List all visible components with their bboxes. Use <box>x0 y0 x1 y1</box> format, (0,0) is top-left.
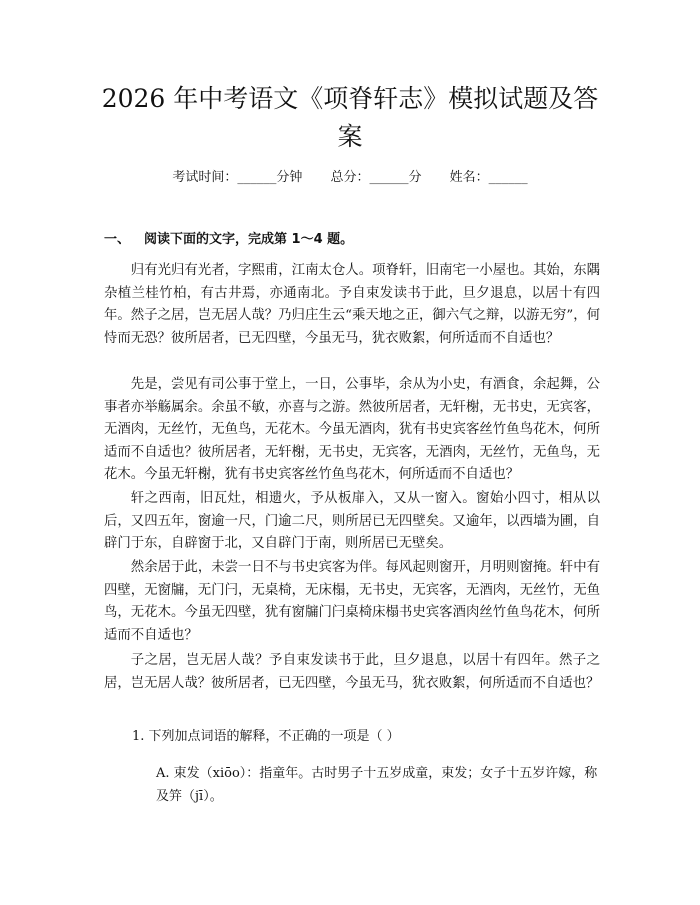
exam-name: 姓名：______ <box>449 170 528 185</box>
section-heading <box>104 230 353 250</box>
title-line-2: 案 <box>337 122 363 151</box>
question-1: 1. 下列加点词语的解释，不正确的一项是（ ） <box>132 729 400 744</box>
paragraph-2: 先是，尝见有司公事于堂上，一日，公事毕，余从为小史，有酒食，余起舞，公事者亦举觞属余。余虽不敏，亦喜与之游。然彼所居者，无轩榭，无书史，无宾客，无酒肉，无丝竹，无鱼鸟，无花木。今虽无酒肉，犹有书史宾客丝竹鱼鸟花木，何所适而不自适也？彼所居者，无轩榭，无书史，无宾客，无酒肉，无丝竹，无鱼鸟，无花木。今虽无轩榭，犹有书史宾客丝竹鱼鸟花木，何所适而不自适也？ <box>104 377 600 482</box>
paragraph-4: 然余居于此，未尝一日不与书史宾客为伴。每风起则窗开，月明则窗掩。轩中有四壁，无窗牖，无门闩，无桌椅，无床榻，无书史，无宾客，无酒肉，无丝竹，无鱼鸟，无花木。今虽无四壁，犹有窗牖门闩桌椅床榻书史宾客酒肉丝竹鱼鸟花木，何所适而不自适也？ <box>104 560 600 643</box>
paragraph-1: 归有光归有光者，字熙甫，江南太仓人。项脊轩，旧南宅一小屋也。其始，东隅杂植兰桂竹柏，有古井焉，亦通南北。予自束发读书于此，旦夕退息，以居十有四年。然子之居，岂无居人哉？乃归庄生云“乘天地之正，御六气之辩，以游无穷”，何恃而无恐？彼所居者，已无四壁，今虽无马，犹衣败絮，何所适而不自适也？ <box>104 263 600 346</box>
exam-info <box>0 168 700 188</box>
section-instruction: 阅读下面的文字，完成第 1～4 题。 <box>144 232 354 247</box>
document-title <box>60 80 640 156</box>
title-line-1: 2026 年中考语文《项脊轩志》模拟试题及答 <box>101 84 599 113</box>
exam-time: 考试时间：______分钟 <box>172 170 303 185</box>
paragraph-3: 轩之西南，旧瓦灶，相遗火，予从板扉入，又从一窗入。窗始小四寸，相从以后，又四五年，窗逾一尺，门逾二尺，则所居已无四壁矣。又逾年，以西墙为圃，自辟门于东，自辟窗于北，又自辟门于南，则所居已无壁矣。 <box>104 491 600 551</box>
paragraph-5: 子之居，岂无居人哉？予自束发读书于此，旦夕退息，以居十有四年。然子之居，岂无居人哉？彼所居者，已无四壁，今虽无马，犹衣败絮，何所适而不自适也？ <box>104 653 600 691</box>
exam-score: 总分：______分 <box>330 170 422 185</box>
section-number: 一、 <box>104 232 131 247</box>
option-a: A. 束发（xiōo）：指童年。古时男子十五岁成童，束发；女子十五岁许嫁，称及笄（jī）。 <box>156 766 598 804</box>
